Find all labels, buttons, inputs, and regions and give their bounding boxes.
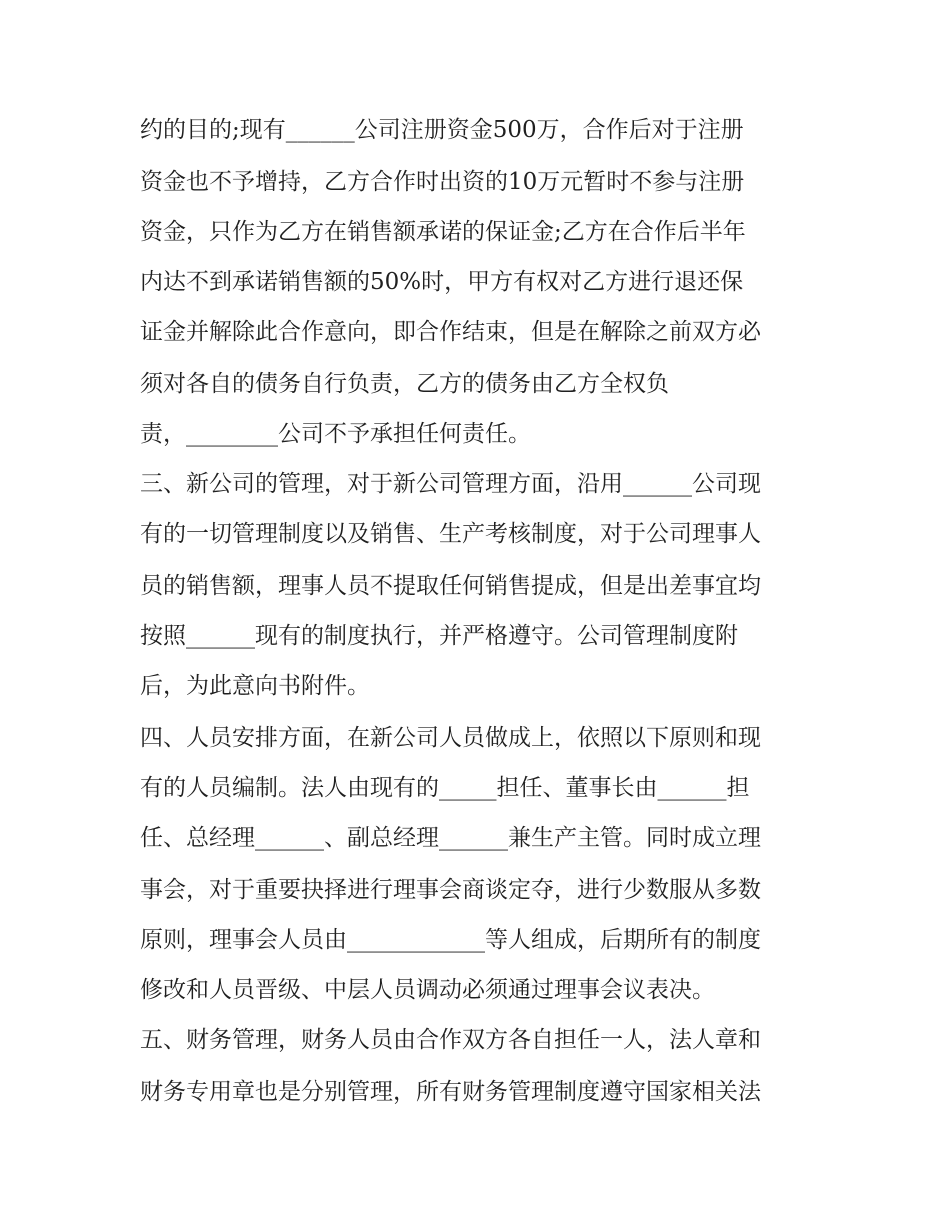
document-line: 有的人员编制。法人由现有的_____担任、董事长由______担 (140, 775, 750, 801)
document-line: 责，________公司不予承担任何责任。 (140, 421, 531, 447)
document-line: 资金，只作为乙方在销售额承诺的保证金;乙方在合作后半年 (140, 219, 746, 245)
document-line: 证金并解除此合作意向，即合作结束，但是在解除之前双方必 (140, 319, 761, 345)
section-4-heading-line: 四、人员安排方面，在新公司人员做成上，依照以下原则和现 (140, 725, 761, 751)
document-line: 事会，对于重要抉择进行理事会商谈定夺，进行少数服从多数 (140, 877, 761, 903)
section-3-heading-line: 三、新公司的管理，对于新公司管理方面，沿用______公司现 (140, 471, 761, 497)
document-line: 资金也不予增持，乙方合作时出资的10万元暂时不参与注册 (140, 169, 745, 195)
document-line: 财务专用章也是分别管理，所有财务管理制度遵守国家相关法 (140, 1079, 761, 1105)
document-line: 任、总经理______、副总经理______兼生产主管。同时成立理 (140, 825, 761, 851)
document-line: 约的目的;现有______公司注册资金500万，合作后对于注册 (140, 117, 744, 143)
document-line: 后，为此意向书附件。 (140, 673, 370, 699)
document-line: 原则，理事会人员由____________等人组成，后期所有的制度 (140, 927, 761, 953)
document-line: 须对各自的债务自行负责，乙方的债务由乙方全权负 (140, 371, 669, 397)
document-line: 修改和人员晋级、中层人员调动必须通过理事会议表决。 (140, 977, 715, 1003)
section-5-heading-line: 五、财务管理，财务人员由合作双方各自担任一人，法人章和 (140, 1027, 761, 1053)
document-line: 有的一切管理制度以及销售、生产考核制度，对于公司理事人 (140, 521, 761, 547)
document-line: 内达不到承诺销售额的50%时，甲方有权对乙方进行退还保 (140, 269, 744, 295)
document-line: 按照______现有的制度执行，并严格遵守。公司管理制度附 (140, 623, 738, 649)
document-line: 员的销售额，理事人员不提取任何销售提成，但是出差事宜均 (140, 573, 761, 599)
